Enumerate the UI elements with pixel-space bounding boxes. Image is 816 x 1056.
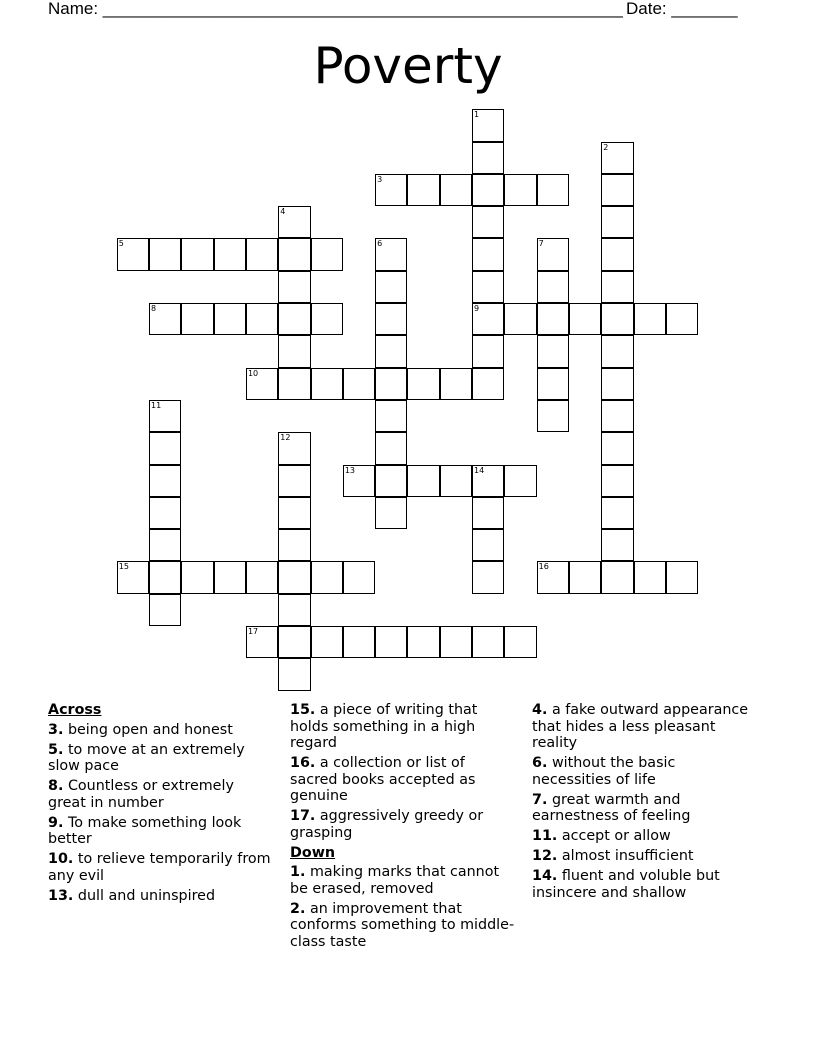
clue-across-10: 10. to relieve temporarily from any evil	[48, 851, 271, 884]
clue-down-14: 14. fluent and voluble but insincere and shallow	[532, 868, 720, 901]
clue-down-11: 11. accept or allow	[532, 828, 671, 844]
grid-cell[interactable]	[149, 561, 181, 593]
clue-number: 9	[474, 304, 480, 314]
grid-cell[interactable]	[278, 238, 310, 270]
grid-cell[interactable]	[472, 142, 504, 174]
grid-cell[interactable]	[407, 626, 439, 658]
grid-cell[interactable]	[343, 561, 375, 593]
grid-cell[interactable]	[634, 561, 666, 593]
grid-cell[interactable]	[601, 368, 633, 400]
grid-cell[interactable]	[601, 561, 633, 593]
grid-cell[interactable]	[407, 465, 439, 497]
grid-cell[interactable]	[472, 626, 504, 658]
grid-cell[interactable]	[537, 271, 569, 303]
puzzle-title: Poverty	[313, 37, 503, 95]
clue-number: 10	[247, 368, 259, 378]
clue-across-5: 5. to move at an extremely slow pace	[48, 741, 245, 774]
grid-cell[interactable]	[601, 174, 633, 206]
grid-cell[interactable]	[472, 303, 504, 335]
grid-cell[interactable]	[375, 368, 407, 400]
grid-cell[interactable]	[537, 238, 569, 270]
grid-cell[interactable]	[149, 432, 181, 464]
grid-cell[interactable]	[375, 335, 407, 367]
grid-cell[interactable]	[537, 303, 569, 335]
grid-cell[interactable]	[343, 626, 375, 658]
grid-cell[interactable]	[149, 400, 181, 432]
grid-cell[interactable]	[311, 368, 343, 400]
grid-cell[interactable]	[601, 465, 633, 497]
grid-cell[interactable]	[601, 497, 633, 529]
grid-cell[interactable]	[278, 594, 310, 626]
grid-cell[interactable]	[504, 626, 536, 658]
grid-cell[interactable]	[375, 400, 407, 432]
grid-cell[interactable]	[117, 561, 149, 593]
grid-cell[interactable]	[407, 368, 439, 400]
grid-cell[interactable]	[666, 303, 698, 335]
clue-column-3	[532, 702, 758, 905]
grid-cell[interactable]	[246, 303, 278, 335]
grid-cell[interactable]	[569, 303, 601, 335]
clue-across-17: 17. aggressively greedy or grasping	[290, 808, 484, 841]
grid-cell[interactable]	[601, 271, 633, 303]
grid-cell[interactable]	[504, 465, 536, 497]
grid-cell[interactable]	[472, 529, 504, 561]
clue-number: 17	[247, 627, 259, 637]
grid-cell[interactable]	[666, 561, 698, 593]
clue-number: 12	[280, 433, 291, 443]
grid-cell[interactable]	[149, 594, 181, 626]
clue-number: 15	[118, 562, 129, 572]
grid-cell[interactable]	[181, 303, 213, 335]
grid-cell[interactable]	[149, 465, 181, 497]
grid-cell[interactable]	[601, 432, 633, 464]
grid-cell[interactable]	[278, 465, 310, 497]
grid-cell[interactable]	[375, 238, 407, 270]
grid-cell[interactable]	[311, 626, 343, 658]
grid-cell[interactable]	[601, 206, 633, 238]
clue-down-6: 6. without the basic necessities of life	[532, 755, 676, 788]
grid-cell[interactable]	[343, 465, 375, 497]
grid-cell[interactable]	[375, 497, 407, 529]
grid-cell[interactable]	[311, 238, 343, 270]
clue-number: 7	[538, 239, 544, 249]
grid-cell[interactable]	[214, 238, 246, 270]
grid-cell[interactable]	[343, 368, 375, 400]
clue-down-2: 2. an improvement that conforms something to middle-class taste	[290, 900, 515, 950]
grid-cell[interactable]	[214, 303, 246, 335]
grid-cell[interactable]	[440, 174, 472, 206]
across-heading: Across	[48, 702, 102, 718]
grid-cell[interactable]	[472, 174, 504, 206]
grid-cell[interactable]	[472, 238, 504, 270]
clue-number: 5	[118, 239, 124, 249]
clue-number: 6	[377, 239, 383, 249]
grid-cell[interactable]	[472, 271, 504, 303]
grid-cell[interactable]	[407, 174, 439, 206]
grid-cell[interactable]	[375, 432, 407, 464]
grid-cell[interactable]	[472, 109, 504, 141]
grid-cell[interactable]	[472, 497, 504, 529]
grid-cell[interactable]	[278, 303, 310, 335]
grid-cell[interactable]	[504, 303, 536, 335]
grid-cell[interactable]	[472, 368, 504, 400]
grid-cell[interactable]	[278, 561, 310, 593]
grid-cell[interactable]	[246, 368, 278, 400]
grid-cell[interactable]	[601, 335, 633, 367]
clue-number: 2	[603, 142, 609, 152]
grid-cell[interactable]	[278, 497, 310, 529]
grid-cell[interactable]	[634, 303, 666, 335]
clue-number: 14	[474, 465, 485, 475]
grid-cell[interactable]	[569, 561, 601, 593]
grid-cell[interactable]	[472, 465, 504, 497]
clue-number: 11	[151, 400, 162, 410]
grid-cell[interactable]	[278, 432, 310, 464]
grid-cell[interactable]	[149, 529, 181, 561]
clue-across-15: 15. a piece of writing that holds something in a high regard	[290, 702, 478, 751]
grid-cell[interactable]	[149, 497, 181, 529]
grid-cell[interactable]	[181, 238, 213, 270]
grid-cell[interactable]	[537, 335, 569, 367]
clue-across-16: 16. a collection or list of sacred books accepted as genuine	[290, 755, 476, 804]
grid-cell[interactable]	[278, 271, 310, 303]
grid-cell[interactable]	[472, 335, 504, 367]
grid-cell[interactable]	[375, 271, 407, 303]
grid-cell[interactable]	[472, 206, 504, 238]
grid-cell[interactable]	[149, 303, 181, 335]
grid-cell[interactable]	[440, 465, 472, 497]
grid-cell[interactable]	[278, 335, 310, 367]
date-field-label: Date: _______	[626, 0, 738, 18]
grid-cell[interactable]	[246, 561, 278, 593]
grid-cell[interactable]	[601, 400, 633, 432]
grid-cell[interactable]	[311, 561, 343, 593]
grid-cell[interactable]	[375, 465, 407, 497]
grid-cell[interactable]	[375, 303, 407, 335]
grid-cell[interactable]	[278, 368, 310, 400]
clue-down-4: 4. a fake outward appearance that hides a less pleasant reality	[532, 702, 749, 751]
grid-cell[interactable]	[311, 303, 343, 335]
grid-cell[interactable]	[601, 142, 633, 174]
clue-column-1	[48, 702, 274, 908]
grid-cell[interactable]	[601, 303, 633, 335]
grid-cell[interactable]	[504, 174, 536, 206]
clue-number: 1	[474, 110, 480, 120]
grid-cell[interactable]	[601, 529, 633, 561]
clue-across-13: 13. dull and uninspired	[48, 887, 216, 904]
clue-number: 16	[538, 562, 549, 572]
clue-number: 4	[280, 207, 286, 217]
clue-down-7: 7. great warmth and earnestness of feeling	[532, 791, 691, 824]
grid-cell[interactable]	[278, 529, 310, 561]
grid-cell[interactable]	[149, 238, 181, 270]
clue-across-3: 3. being open and honest	[48, 721, 233, 738]
grid-cell[interactable]	[246, 626, 278, 658]
grid-cell[interactable]	[246, 238, 278, 270]
clue-number: 13	[344, 465, 356, 475]
grid-cell[interactable]	[278, 206, 310, 238]
grid-cell[interactable]	[537, 368, 569, 400]
grid-cell[interactable]	[375, 174, 407, 206]
grid-cell[interactable]	[601, 238, 633, 270]
down-heading: Down	[290, 844, 336, 861]
name-field-label: Name: _______________________________________________________	[48, 0, 623, 18]
grid-cell[interactable]	[440, 368, 472, 400]
grid-cell[interactable]	[278, 626, 310, 658]
grid-cell[interactable]	[537, 400, 569, 432]
clue-number: 8	[151, 304, 157, 314]
grid-cell[interactable]	[214, 561, 246, 593]
grid-cell[interactable]	[440, 626, 472, 658]
clue-down-12: 12. almost insufficient	[532, 848, 694, 864]
grid-cell[interactable]	[278, 658, 310, 690]
grid-cell[interactable]	[117, 238, 149, 270]
clue-across-8: 8. Countless or extremely great in number	[48, 778, 234, 811]
clue-down-1: 1. making marks that cannot be erased, removed	[290, 864, 500, 897]
clue-column-2	[290, 702, 516, 954]
clue-number: 3	[377, 174, 383, 184]
grid-cell[interactable]	[181, 561, 213, 593]
grid-cell[interactable]	[537, 174, 569, 206]
grid-cell[interactable]	[375, 626, 407, 658]
grid-cell[interactable]	[472, 561, 504, 593]
clue-across-9: 9. To make something look better	[48, 814, 242, 847]
grid-cell[interactable]	[537, 561, 569, 593]
